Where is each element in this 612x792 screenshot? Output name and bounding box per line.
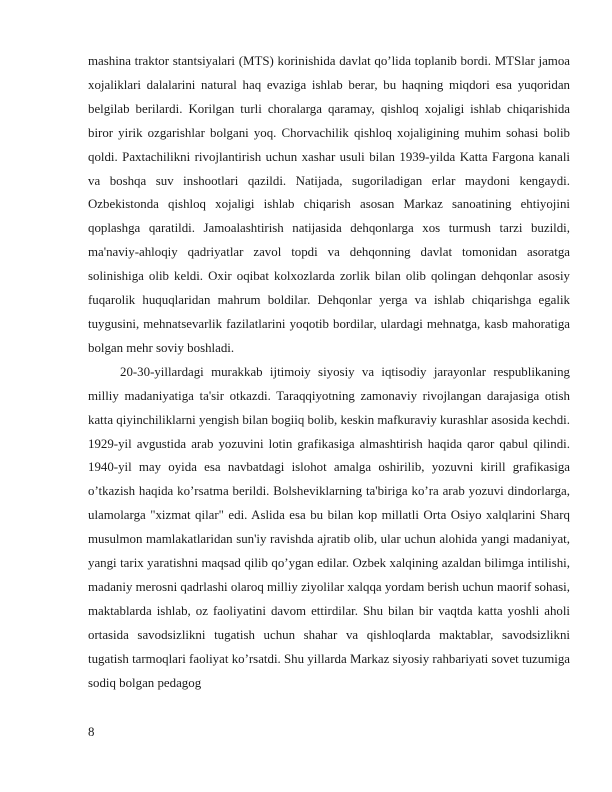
paragraph-collectivization: mashina traktor stantsiyalari (MTS) korinishida davlat qo’lida toplanib bordi. MTSlar jamoa xojaliklari dalalarini natural haq evaziga ishlab berar, bu haqning miqdori esa yuqoridan belgilab berilardi. Korilgan turli choralarga qaramay, qishloq xojaligi ishlab chiqarishida biror yirik ozgarishlar bolgani yoq. Chorvachilik qishloq xojaligining muhim sohasi bolib qoldi. Paxtachilikni rivojlantirish uchun xashar usuli bilan 1939-yilda Katta Fargona kanali va boshqa suv inshootlari qazildi. Natijada, sugoriladigan erlar maydoni kengaydi. Ozbekistonda qishloq xojaligi ishlab chiqarish asosan Markaz sanoatining ehtiyojini qoplashga qaratildi. Jamoalashtirish natijasida dehqonlarga xos turmush tarzi buzildi, ma'naviy-ahloqiy qadriyatlar zavol topdi va dehqonning davlat tomonidan asoratga solinishiga olib keldi. Oxir oqibat kolxozlarda zorlik bilan olib qolingan dehqonlar asosiy fuqarolik huquqlaridan mahrum boldilar. Dehqonlar yerga va ishlab chiqarishga egalik tuygusini, mehnatsevarlik fazilatlarini yoqotib bordilar, ulardagi mehnatga, kasb mahoratiga bolgan mehr soviy boshladi.: [88, 54, 570, 355]
page-number: 8: [88, 725, 95, 739]
paragraph-culture: 20-30-yillardagi murakkab ijtimoiy siyosiy va iqtisodiy jarayonlar respublikaning milliy madaniyatiga ta'sir otkazdi. Taraqqiyotning zamonaviy rivojlangan darajasiga otish katta qiyinchiliklarni yengish bilan bogiiq bolib, keskin mafkuraviy kurashlar asosida kechdi. 1929-yil avgustida arab yozuvini lotin grafikasiga almashtirish haqida qaror qabul qilindi. 1940-yil may oyida esa navbatdagi islohot amalga oshirilib, yozuvni kirill grafikasiga o’tkazish haqida ko’rsatma berildi. Bolsheviklarning ta'biriga ko’ra arab yozuvi dindorlarga, ulamolarga "xizmat qilar" edi. Aslida esa bu bilan kop millatli Orta Osiyo xalqlarini Sharq musulmon mamlakatlaridan sun'iy ravishda ajratib olib, ular uchun alohida yangi madaniyat, yangi tarix yaratishni maqsad qilib qo’ygan edilar. Ozbek xalqining azaldan bilimga intilishi, madaniy merosni qadrlashi olaroq milliy ziyolilar xalqqa yordam berish uchun maorif sohasi, maktablarda ishlab, oz faoliyatini davom ettirdilar. Shu bilan bir vaqtda katta yoshli aholi ortasida savodsizlikni tugatish uchun shahar va qishloqlarda maktablar, savodsizlikni tugatish tarmoqlari faoliyat ko’rsatdi. Shu yillarda Markaz siyosiy rahbariyati sovet tuzumiga sodiq bolgan pedagog: [88, 364, 570, 690]
body-text: [88, 50, 570, 695]
